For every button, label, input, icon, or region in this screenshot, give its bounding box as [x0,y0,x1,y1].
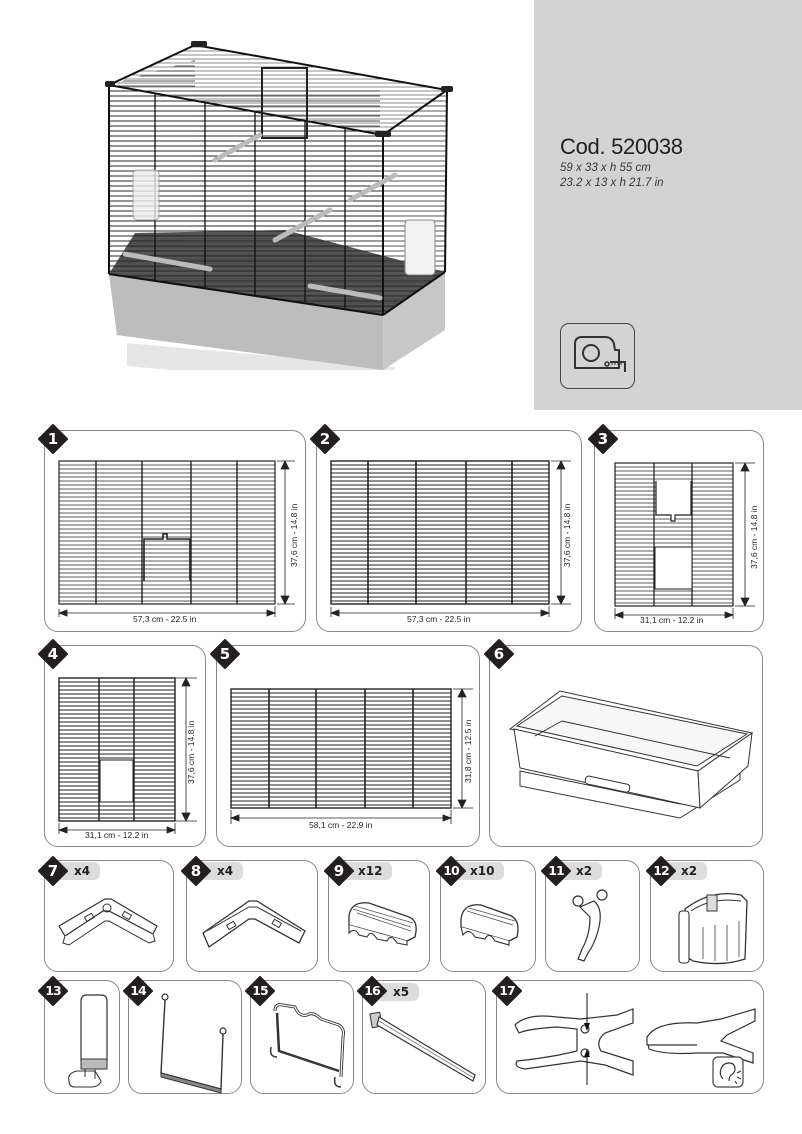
part-3-panel [594,430,764,632]
part-17-panel [496,980,764,1094]
tape-measure-icon [560,323,635,389]
part-number-badge-11: 11 [541,856,571,886]
part-12-quantity: x2 [667,862,707,880]
part-number-badge-4: 4 [38,639,68,669]
part-number-badge-7: 7 [38,856,68,886]
dimensions-metric: 59 x 33 x h 55 cm [560,162,651,174]
part-2-height: 37,6 cm - 14.8 in [562,503,572,567]
part-number-badge-6: 6 [484,639,514,669]
part-4-width: 31,1 cm - 12.2 in [85,830,149,840]
part-number-badge-17: 17 [492,976,522,1006]
part-11-quantity: x2 [562,862,602,880]
part-4-panel [44,645,206,847]
part-10-quantity: x10 [456,862,504,880]
part-number-badge-14: 14 [123,976,153,1006]
part-number-badge-3: 3 [588,424,618,454]
part-9-quantity: x12 [344,862,392,880]
part-number-badge-5: 5 [210,639,240,669]
part-number-badge-12: 12 [646,856,676,886]
part-number-badge-16: 16 [357,976,387,1006]
part-2-width: 57,3 cm - 22.5 in [407,614,471,624]
part-8-quantity: x4 [203,862,243,880]
part-number-badge-13: 13 [38,976,68,1006]
part-7-quantity: x4 [60,862,100,880]
part-number-badge-8: 8 [181,856,211,886]
part-16-quantity: x5 [379,983,419,1001]
part-1-height: 37,6 cm - 14.8 in [289,503,299,567]
part-2-panel [316,430,582,632]
part-1-panel [44,430,306,632]
part-5-height: 31,8 cm - 12.5 in [463,719,473,783]
dimensions-imperial: 23.2 x 13 x h 21.7 in [560,177,664,189]
part-number-badge-2: 2 [310,424,340,454]
part-3-width: 31,1 cm - 12.2 in [640,615,704,625]
part-1-width: 57,3 cm - 22.5 in [133,614,197,624]
part-5-panel [216,645,480,847]
part-3-height: 37,6 cm - 14.8 in [749,505,759,569]
part-number-badge-9: 9 [324,856,354,886]
part-number-badge-15: 15 [245,976,275,1006]
assembled-cage-illustration [95,30,455,370]
product-info-panel [534,0,802,410]
part-number-badge-10: 10 [436,856,466,886]
part-number-badge-1: 1 [38,424,68,454]
part-5-width: 58,1 cm - 22.9 in [309,820,373,830]
product-code: Cod. 520038 [560,134,683,159]
part-4-height: 37,6 cm - 14.8 in [186,720,196,784]
part-6-panel [489,645,763,847]
